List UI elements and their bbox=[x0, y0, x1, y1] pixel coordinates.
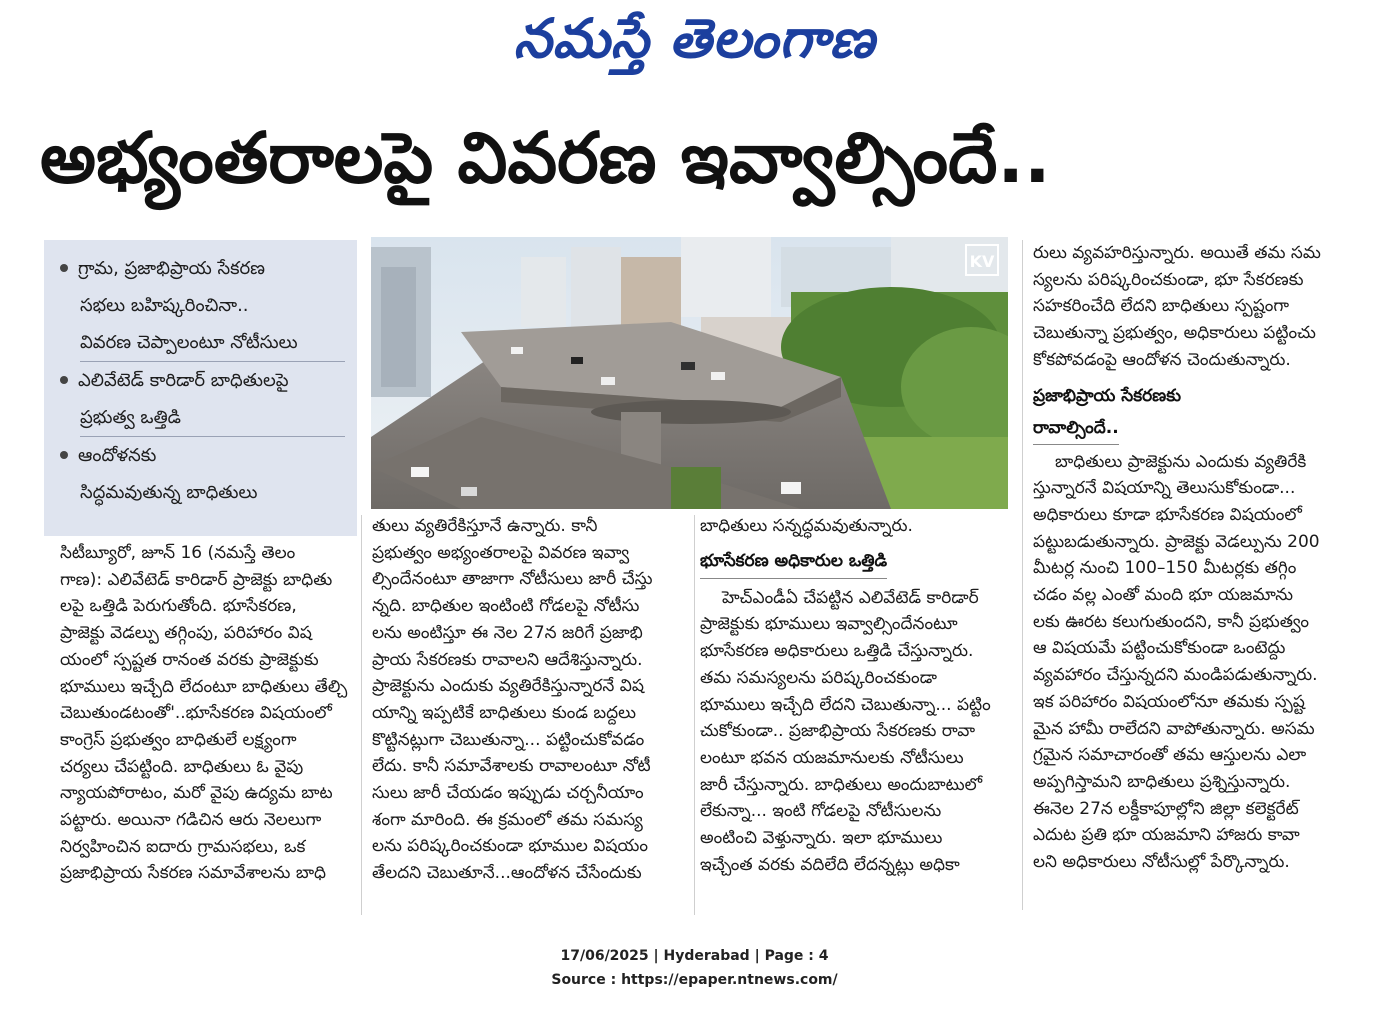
article-line: గ్రమైన సమాచారంతో తమ ఆస్తులను ఎలా bbox=[1033, 745, 1307, 766]
highlight-line: వివరణ చెప్పాలంటూ నోటీసులు bbox=[80, 332, 298, 353]
article-line: కొట్టినట్లుగా చెబుతున్నా... పట్టించుకోవడం bbox=[372, 729, 645, 750]
article-line: స్యలను పరిష్కరించకుండా, భూ సేకరణకు bbox=[1033, 269, 1304, 290]
article-line: ప్రాజెక్టును ఎందుకు వ్యతిరేకిస్తున్నారనే విష bbox=[372, 676, 644, 697]
column-divider bbox=[361, 515, 362, 915]
article-line: హెచ్ఎండీఏ చేపట్టిన ఎలివేటెడ్ కారిడార్ bbox=[722, 587, 979, 608]
article-line: జారీ చేస్తున్నారు. బాధితులు అందుబాటులో bbox=[700, 774, 983, 795]
footer-source: Source : https://epaper.ntnews.com/ bbox=[551, 972, 838, 988]
photo-watermark: KV bbox=[969, 252, 995, 271]
highlight-item bbox=[58, 437, 345, 511]
bullet-icon bbox=[60, 451, 68, 459]
article-line: ల్సిందేనంటూ తాజాగా నోటీసులు జారీ చేస్తు bbox=[372, 569, 653, 590]
article-line: లను అంటిస్తూ ఈ నెల 27న జరిగే ప్రజాభి bbox=[372, 622, 643, 643]
article-line: లపై ఒత్తిడి పెరుగుతోంది. భూసేకరణ, bbox=[60, 596, 297, 617]
article-line: నిర్వహించిన ఐదారు గ్రామసభలు, ఒక bbox=[60, 836, 306, 857]
article-line: చడం వల్ల ఎంతో మంది భూ యజమాను bbox=[1033, 585, 1294, 606]
article-column-4 bbox=[1033, 240, 1351, 876]
article-line: అప్పగిస్తామని బాధితులు ప్రశ్నిస్తున్నారు. bbox=[1033, 771, 1291, 792]
article-line: రులు వ్యవహరిస్తున్నారు. అయితే తమ సమ bbox=[1033, 243, 1321, 263]
article-line: భూసేకరణ అధికారులు ఒత్తిడి చేస్తున్నారు. bbox=[700, 641, 974, 662]
article-line: లను పరిష్కరించకుండా భూముల విషయం bbox=[372, 836, 648, 857]
column-divider bbox=[694, 515, 695, 915]
article-line: తమ సమస్యలను పరిష్కరించకుండా bbox=[700, 667, 938, 688]
headline: అభ్యంతరాలపై వివరణ ఇవ్వాల్సిందే.. bbox=[40, 117, 1051, 199]
highlights-box bbox=[44, 240, 357, 536]
article-line: న్యాయపోరాటం, మరో వైపు ఉద్యమ బాట bbox=[60, 783, 333, 804]
article-line: అంటించి వెళ్తున్నారు. ఇలా భూములు bbox=[700, 828, 943, 849]
article-line: యంలో స్పష్టత రానంత వరకు ప్రాజెక్టుకు bbox=[60, 649, 319, 670]
article-line: తులు వ్యతిరేకిస్తూనే ఉన్నారు. కానీ bbox=[372, 516, 598, 536]
article-line: ఇచ్చేంత వరకు వదిలేది లేదన్నట్లు అధికా bbox=[700, 854, 960, 875]
article-column-1 bbox=[60, 540, 352, 887]
highlight-item bbox=[58, 362, 345, 436]
article-line: ప్రజాభిప్రాయ సేకరణ సమావేశాలను బాధి bbox=[60, 863, 327, 884]
article-line: బాధితులు సన్నద్ధమవుతున్నారు. bbox=[700, 516, 913, 536]
article-line: ఇక పరిహారం విషయంలోనూ తమకు స్పష్ట bbox=[1033, 691, 1305, 712]
article-column-3 bbox=[700, 513, 1015, 878]
article-line: చర్యలు చేపట్టింది. బాధితులు ఓ వైపు bbox=[60, 756, 304, 777]
article-line: యాన్ని ఇప్పటికే బాధితులు కుండ బద్దలు bbox=[372, 702, 637, 723]
article-line: లని అధికారులు నోటీసుల్లో పేర్కొన్నారు. bbox=[1033, 852, 1290, 873]
article-line: సిటీబ్యూరో, జూన్ 16 (నమస్తే తెలం bbox=[60, 543, 296, 563]
article-line: సులు జారీ చేయడం ఇప్పుడు చర్చనీయాం bbox=[372, 783, 644, 804]
footer-dateline: 17/06/2025 | Hyderabad | Page : 4 bbox=[560, 948, 829, 964]
article-line: మీటర్ల నుంచి 100–150 మీటర్లకు తగ్గిం bbox=[1033, 558, 1297, 579]
article-line: లేదు. కానీ సమావేశాలకు రావాలంటూ నోటీ bbox=[372, 756, 651, 777]
article-line: ఆ విషయమే పట్టించుకోకుండా ఒంటెద్దు bbox=[1033, 638, 1286, 659]
article-line: గాణ): ఎలివేటెడ్ కారిడార్ ప్రాజెక్టు బాధితు bbox=[60, 569, 333, 590]
article-line: భూములు ఇచ్చేది లేదంటూ బాధితులు తేల్చి bbox=[60, 676, 348, 697]
article-line: భూములు ఇచ్చేది లేదని చెబుతున్నా... పట్టిం bbox=[700, 694, 991, 715]
section-subheading: ప్రజాభిప్రాయ సేకరణకు bbox=[1033, 385, 1181, 406]
article-line: ప్రాజెక్టు వెడల్పు తగ్గింపు, పరిహారం విష bbox=[60, 623, 312, 644]
highlight-item bbox=[58, 250, 345, 361]
article-line: బాధితులు ప్రాజెక్టును ఎందుకు వ్యతిరేకి bbox=[1055, 451, 1307, 472]
article-line: సహకరించేది లేదని బాధితులు స్పష్టంగా bbox=[1033, 296, 1290, 317]
highlight-line: ఆందోళనకు bbox=[78, 445, 157, 466]
article-line: న్నది. బాధితుల ఇంటింటి గోడలపై నోటీసు bbox=[372, 596, 640, 617]
article-line: అధికారులు కూడా భూసేకరణ విషయంలో bbox=[1033, 504, 1302, 525]
article-line: శంగా మారింది. ఈ క్రమంలో తమ సమస్య bbox=[372, 809, 643, 830]
article-line: ఎదుట ప్రతి భూ యజమాని హాజరు కావా bbox=[1033, 825, 1300, 846]
article-column-2 bbox=[372, 513, 690, 887]
elevated-corridor-photo bbox=[371, 237, 1008, 509]
article-line: పట్టారు. అయినా గడిచిన ఆరు నెలలుగా bbox=[60, 810, 322, 831]
article-line: ప్రాజెక్టుకు భూములు ఇవ్వాల్సిందేనంటూ bbox=[700, 614, 958, 635]
highlight-line: గ్రామ, ప్రజాభిప్రాయ సేకరణ bbox=[78, 258, 266, 279]
bullet-icon bbox=[60, 376, 68, 384]
section-subheading: భూసేకరణ అధికారుల ఒత్తిడి bbox=[700, 544, 887, 579]
article-line: స్తున్నారనే విషయాన్ని తెలుసుకోకుండా... bbox=[1033, 478, 1296, 499]
column-divider bbox=[1022, 240, 1023, 910]
article-line: చెబుతున్నా ప్రభుత్వం, అధికారులు పట్టించు bbox=[1033, 323, 1316, 344]
highlight-line: ఎలివేటెడ్ కారిడార్ బాధితులపై bbox=[78, 370, 289, 391]
highlight-line: సభలు బహిష్కరించినా.. bbox=[80, 295, 249, 316]
article-line: పట్టుబడుతున్నారు. ప్రాజెక్టు వెడల్పును 200 bbox=[1033, 531, 1320, 552]
article-line: చుకోకుండా.. ప్రజాభిప్రాయ సేకరణకు రావా bbox=[700, 721, 976, 742]
article-line: లంటూ భవన యజమానులకు నోటీసులు bbox=[700, 747, 964, 768]
article-line: ఈనెల 27న లక్డీకాపూల్లోని జిల్లా కలెక్టరేట్ bbox=[1033, 798, 1299, 819]
article-line: లకు ఊరట కలుగుతుందని, కానీ ప్రభుత్వం bbox=[1033, 611, 1309, 632]
article-line: కాంగ్రెస్ ప్రభుత్వం బాధితులే లక్ష్యంగా bbox=[60, 729, 297, 750]
section-subheading: రావాల్సిందే.. bbox=[1033, 412, 1119, 445]
article-line: చెబుతుండటంతో'..భూసేకరణ విషయంలో bbox=[60, 703, 332, 724]
article-line: మైన హామీ రాలేదని వాపోతున్నారు. అసమ bbox=[1033, 718, 1315, 739]
newspaper-masthead: నమస్తే తెలంగాణ bbox=[513, 7, 876, 70]
highlight-line: ప్రభుత్వ ఒత్తిడి bbox=[80, 407, 181, 428]
article-line: కోకపోవడంపై ఆందోళన చెందుతున్నారు. bbox=[1033, 349, 1291, 370]
highlight-line: సిద్ధమవుతున్న బాధితులు bbox=[80, 482, 258, 503]
article-line: తేలదని చెబుతూనే...ఆందోళన చేసేందుకు bbox=[372, 863, 642, 884]
article-line: వ్యవహారం చేస్తున్నదని మండిపడుతున్నారు. bbox=[1033, 665, 1318, 686]
bullet-icon bbox=[60, 264, 68, 272]
article-line: లేకున్నా... ఇంటి గోడలపై నోటీసులను bbox=[700, 801, 942, 822]
article-line: ప్రభుత్వం అభ్యంతరాలపై వివరణ ఇవ్వా bbox=[372, 542, 630, 563]
article-line: ప్రాయ సేకరణకు రావాలని ఆదేశిస్తున్నారు. bbox=[372, 649, 643, 670]
